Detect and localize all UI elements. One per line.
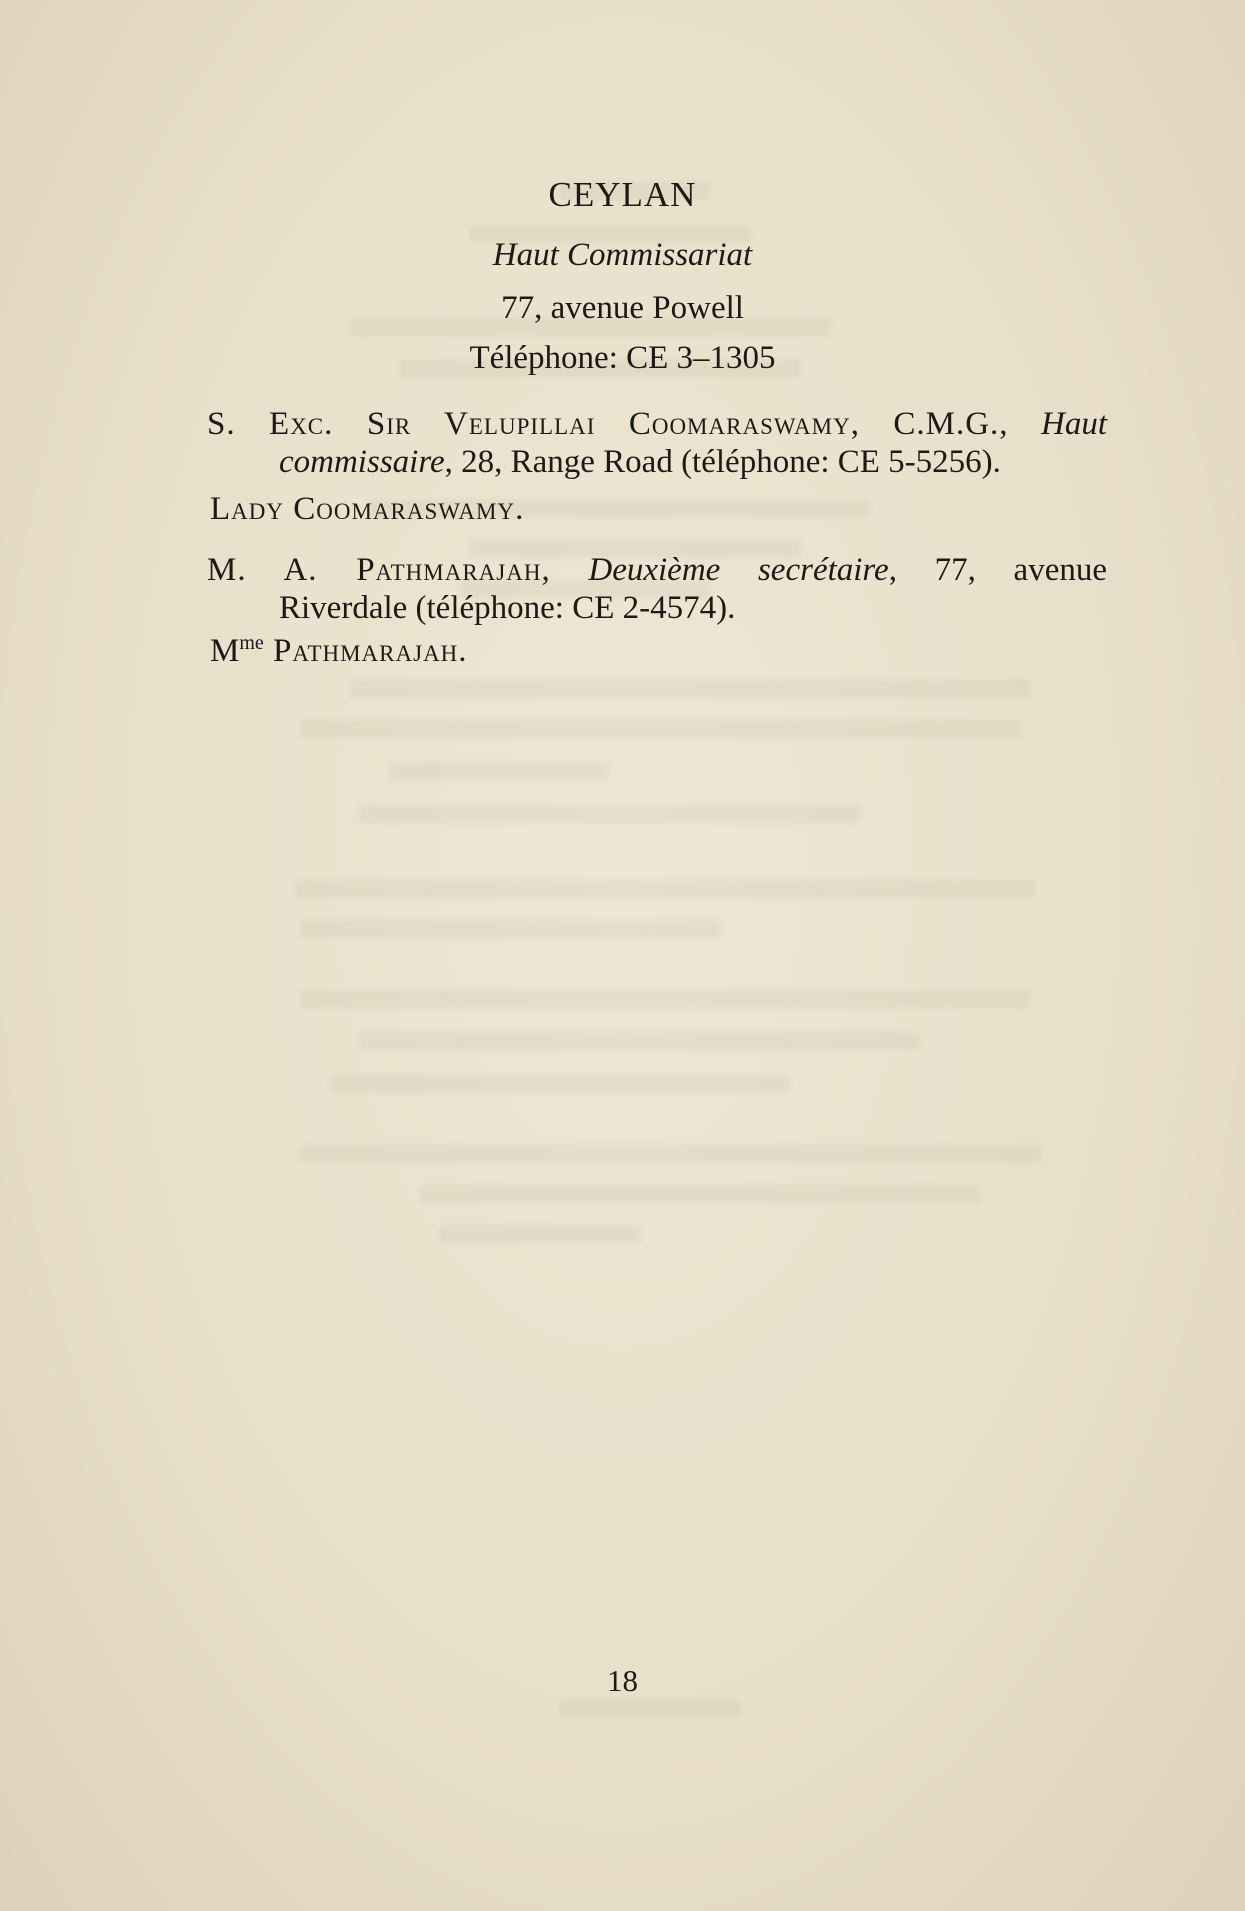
person-name: S. Exc. Sir Velupillai Coomaraswamy, C.M.G.,	[207, 406, 1009, 442]
spouse-honorific: M	[210, 633, 240, 669]
personnel-entry-second-secretary	[207, 551, 1107, 627]
personnel-entry-high-commissioner	[207, 405, 1107, 481]
person-address: , 28, Range Road (téléphone: CE 5-5256).	[444, 444, 1001, 480]
entry-line-1	[207, 551, 1107, 589]
entry-line-2	[207, 589, 1107, 627]
person-address-part2: Riverdale (téléphone: CE 2-4574).	[279, 590, 736, 626]
entry-line-1	[207, 405, 1107, 443]
page-number: 18	[607, 1663, 638, 1698]
person-address-part1: , 77, avenue	[888, 552, 1107, 588]
office-phone: Téléphone: CE 3–1305	[469, 340, 776, 376]
country-heading: CEYLAN	[548, 175, 697, 214]
spouse-name	[210, 632, 468, 670]
entry-line-2	[207, 443, 1107, 481]
spouse-honorific-sup: me	[239, 632, 264, 654]
person-title: Deuxième secrétaire	[588, 552, 889, 588]
spouse-text: Pathmarajah.	[263, 633, 468, 669]
office-name: Haut Commissariat	[492, 237, 753, 273]
spouse-text: Lady Coomaraswamy.	[210, 491, 525, 527]
office-address: 77, avenue Powell	[501, 290, 744, 326]
spouse-name	[210, 490, 524, 528]
person-name: M. A. Pathmarajah,	[207, 552, 551, 588]
person-title-part2: commissaire	[279, 444, 445, 480]
person-title-part1: Haut	[1041, 406, 1107, 442]
